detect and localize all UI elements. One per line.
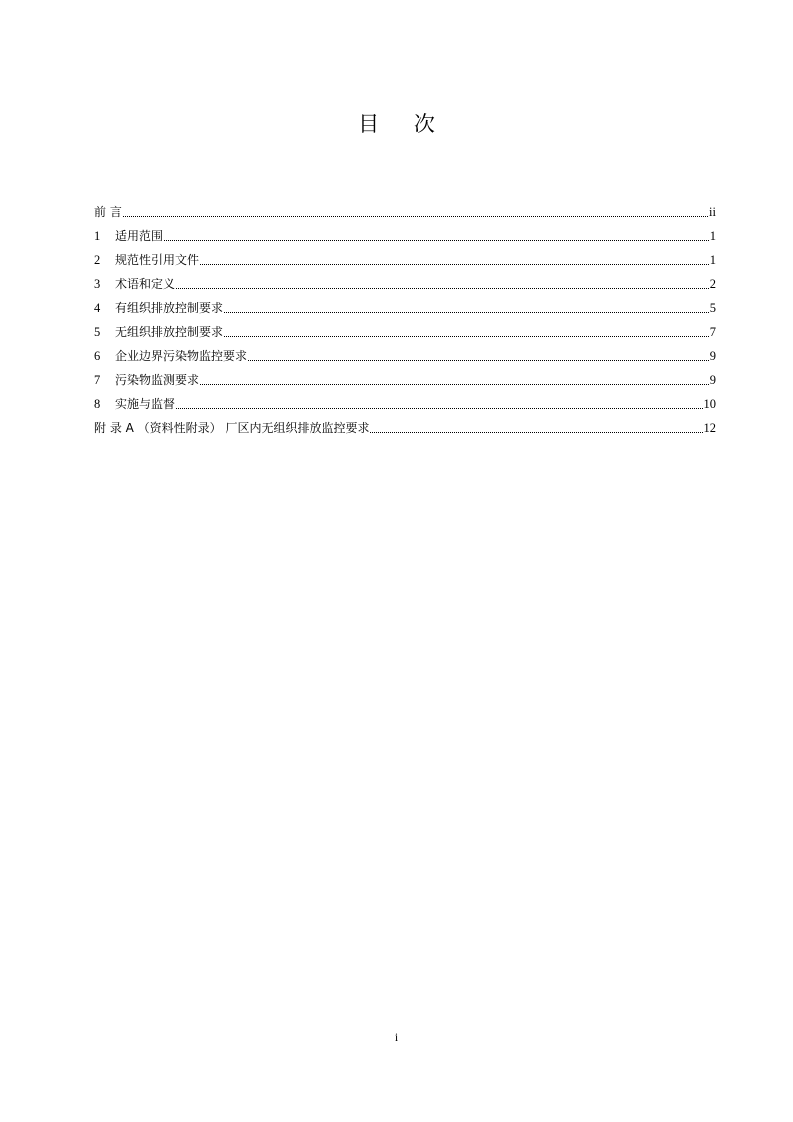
toc-entry-page: 1	[709, 253, 716, 267]
toc-entry-page: 10	[703, 397, 716, 411]
toc-entry-number: 3	[94, 277, 101, 291]
toc-leader	[200, 263, 709, 265]
toc-entry-number: 8	[94, 397, 101, 411]
toc-leader	[248, 359, 709, 361]
toc-entry-page: 1	[709, 229, 716, 243]
toc-entry-appendix-a[interactable]	[94, 418, 716, 442]
toc-entry-label: 无组织排放控制要求	[115, 325, 224, 339]
toc-leader	[200, 383, 709, 385]
toc-entry-label: 规范性引用文件	[115, 253, 200, 267]
table-of-contents	[94, 202, 716, 442]
toc-entry-label: 适用范围	[115, 229, 164, 243]
toc-entry-page: 7	[709, 325, 716, 339]
toc-leader	[123, 215, 708, 217]
toc-entry-8[interactable]	[94, 394, 716, 418]
toc-entry-page: 9	[709, 349, 716, 363]
toc-leader	[164, 239, 709, 241]
toc-entry-5[interactable]	[94, 322, 716, 346]
toc-entry-label: 企业边界污染物监控要求	[115, 349, 248, 363]
toc-entry-number: 2	[94, 253, 101, 267]
toc-leader	[370, 431, 702, 433]
toc-entry-label: 污染物监测要求	[115, 373, 200, 387]
toc-entry-label: 实施与监督	[115, 397, 176, 411]
toc-appendix-label: 附 录 A （资料性附录） 厂区内无组织排放监控要求	[94, 421, 370, 435]
toc-entry-label: 术语和定义	[115, 277, 176, 291]
toc-entry-label: 前 言	[94, 205, 122, 219]
toc-entry-1[interactable]	[94, 226, 716, 250]
toc-entry-number: 5	[94, 325, 101, 339]
page-number-footer: i	[394, 1030, 399, 1044]
toc-leader	[176, 287, 709, 289]
toc-entry-page: 12	[703, 421, 716, 435]
toc-leader	[176, 407, 702, 409]
toc-entry-6[interactable]	[94, 346, 716, 370]
toc-entry-3[interactable]	[94, 274, 716, 298]
toc-leader	[224, 311, 709, 313]
toc-entry-page: 9	[709, 373, 716, 387]
toc-entry-label: 有组织排放控制要求	[115, 301, 224, 315]
toc-entry-page: 2	[709, 277, 716, 291]
toc-entry-foreword[interactable]	[94, 202, 716, 226]
toc-entry-number: 4	[94, 301, 101, 315]
toc-entry-page: 5	[709, 301, 716, 315]
toc-entry-7[interactable]	[94, 370, 716, 394]
toc-entry-number: 7	[94, 373, 101, 387]
toc-entry-page: ii	[709, 205, 716, 219]
toc-entry-2[interactable]	[94, 250, 716, 274]
toc-entry-4[interactable]	[94, 298, 716, 322]
toc-leader	[224, 335, 709, 337]
page-title: 目 次	[358, 112, 449, 136]
toc-entry-number: 1	[94, 229, 101, 243]
toc-entry-number: 6	[94, 349, 101, 363]
